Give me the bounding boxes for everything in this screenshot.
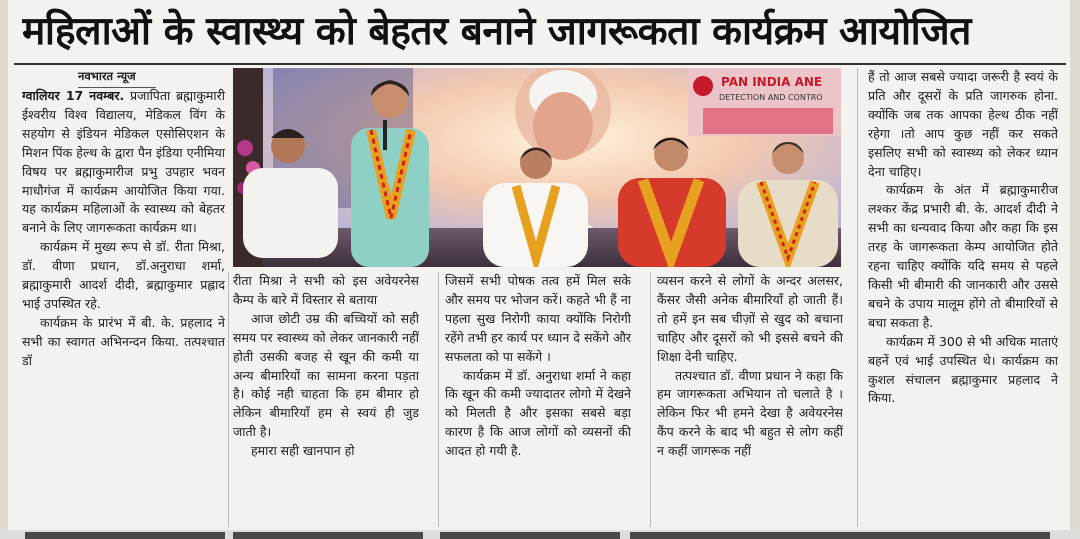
headline-rule [14, 63, 1066, 65]
article-paragraph: हैं तो आज सबसे ज्यादा जरूरी है स्वयं के प्रति और दूसरों के प्रति जागरुक होना. क्योंकि जब तक आपका हेल्थ ठीक नहीं रहेगा ।तो आप कुछ नहीं कर सकते इसलिए सभी को स्वास्थ्य को लेकर ध्यान देना चाहिए। [868, 69, 1058, 179]
article-column-5 [868, 68, 1058, 527]
article-column-3 [445, 272, 631, 527]
event-photo-illustration [233, 68, 841, 267]
article-column-2 [233, 272, 419, 527]
article-paragraph: व्यसन करने से लोगों के अन्दर अलसर, कैंसर जैसी अनेक बीमारियाँ हो जाती हैं। तो हमें इन सब चीज़ों से खुद को बचाना चाहिए और दूसरों को भी इससे बचने की शिक्षा देनी चाहिए. [657, 273, 843, 364]
article-paragraph: हमारा सही खानपान हो [251, 443, 355, 459]
headline: महिलाओं के स्वास्थ्य को बेहतर बनाने जागरूकता कार्यक्रम आयोजित [22, 9, 971, 54]
column-divider [857, 68, 858, 527]
paragraph-text: प्रजापिता ब्रह्माकुमारी ईश्वरीय विश्व विद्यालय, मेडिकल विंग के सहयोग से इंडियन मेडिकल एसोसिएशन के मिशन पिंक हेल्थ के द्वारा पैन इंडिया एनीमिया विषय पर ब्रह्माकुमारीज प्रभु उपहार भवन माधौगंज में कार्यक्रम आयोजित किया गया. यह कार्यक्रम महिलाओं के स्वास्थ्य को बेहतर बनाने के लिए जागरूकता कार्यक्रम था। [22, 88, 225, 236]
article-paragraph: कार्यक्रम में 300 से भी अधिक माताएं बहनें एवं भाई उपस्थित थे। कार्यक्रम का कुशल संचालन ब्रह्माकुमार प्रहलाद ने किया. [868, 333, 1058, 406]
dateline: ग्वालियर 17 नवम्बर. [22, 88, 125, 103]
column-divider [228, 272, 229, 527]
article-paragraph: तत्पश्चात डॉ. वीणा प्रधान ने कहा कि हम जागरूकता अभियान तो चलाते है । लेकिन फिर भी हमने देखा है अवेयरनेस कैंप करने के बाद भी बहुत से लोग कहीं न कहीं जागरूक नहीं [657, 367, 843, 459]
page-edge-left [0, 0, 8, 539]
byline: नवभारत न्यूज [78, 69, 136, 83]
article-paragraph [22, 87, 225, 238]
article-paragraph: जिसमें सभी पोषक तत्व हमें मिल सके और समय पर भोजन करें। कहते भी हैं ना पहला सुख निरोगी काया क्योंकि निरोगी रहेंगे तभी हर कार्य पर ध्यान दे सकेंगे और सफलता को पा सकेंगे । [445, 273, 631, 364]
banner-text-2: DETECTION AND CONTRO [719, 93, 823, 102]
article-paragraph: कार्यक्रम के अंत में ब्रह्माकुमारीज लश्कर केंद्र प्रभारी बी. के. आदर्श दीदी ने सभी का धन्यवाद किया और कहा कि इस तरह के जागरूकता केम्प आयोजित होते रहना चाहिए क्योंकि यदि समय से पहले किसी भी बीमारी की जानकारी और उससे बचने के उपाय मालूम होंगे तो बीमारियों से बचा सकता है. [868, 182, 1058, 330]
banner-text-1: PAN INDIA ANE [721, 75, 823, 89]
article-paragraph: कार्यक्रम में डॉ. अनुराधा शर्मा ने कहा कि खून की कमी ज्यादातर लोगो में देखने को मिलती है और इसका सबसे बड़ा कारण है कि आज लोगों को व्यसनों की आदत हो गयी है. [445, 367, 631, 459]
article-paragraph: आज छोटी उम्र की बच्चियों को सही समय पर स्वास्थ्य को लेकर जानकारी नहीं होती उसकी बजह से खून की कमी या अन्य बीमारियों का सामना करना पड़ता है। कोई नही चाहता कि हम बीमार हो लेकिन बीमारियाँ हम से स्वयं ही जुड जाती है। [233, 310, 419, 440]
article-paragraph: रीता मिश्रा ने सभी को इस अवेयरनेस कैम्प के बारे में विस्तार से बताया [233, 273, 419, 307]
article-paragraph: कार्यक्रम में मुख्य रूप से डॉ. रीता मिश्रा, डॉ. वीणा प्रधान, डॉ.अनुराधा शर्मा, ब्रह्माकुमारी आदर्श दीदी, ब्रह्माकुमार प्रह्लाद भाई उपस्थित रहे. [22, 239, 225, 311]
article-column-1 [22, 87, 225, 527]
page-edge-right [1070, 0, 1080, 539]
column-divider [650, 272, 651, 527]
article-paragraph: कार्यक्रम के प्रारंभ में बी. के. प्रहलाद ने सभी का स्वागत अभिनन्दन किया. तत्पश्चात डॉ [22, 314, 225, 368]
event-photo [233, 68, 841, 267]
column-divider [438, 272, 439, 527]
article-column-4 [657, 272, 843, 527]
next-article-edge [0, 530, 1080, 539]
banner [688, 68, 841, 136]
